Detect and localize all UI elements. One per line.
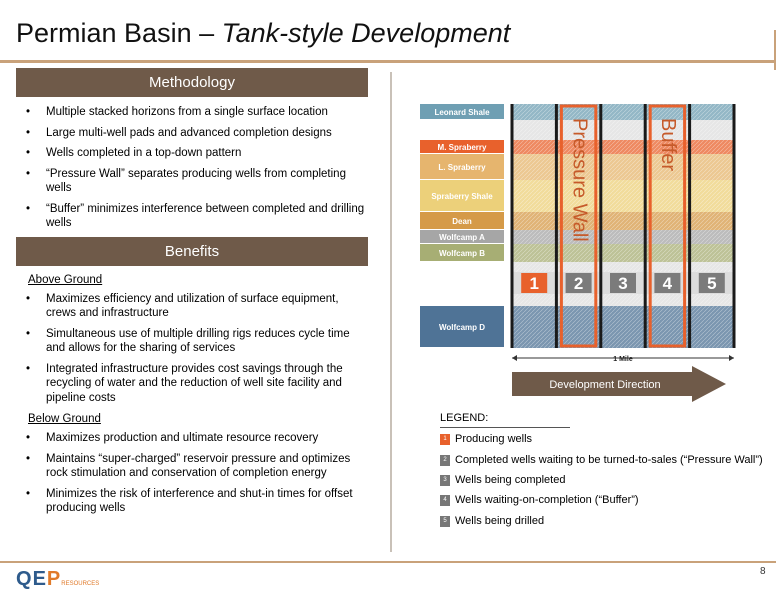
benefits-header: Benefits	[16, 237, 368, 266]
legend-item	[440, 494, 639, 506]
company-logo: QEPRESOURCES	[16, 568, 100, 590]
above-ground-label: Above Ground	[28, 273, 103, 286]
formation-texture	[512, 104, 734, 120]
legend-text: Producing wells	[455, 433, 533, 445]
mile-label: 1 Mile	[613, 356, 633, 363]
layer-label: Leonard Shale	[434, 108, 490, 117]
buffer-label: Buffer	[657, 118, 680, 171]
below-ground-list	[16, 429, 368, 516]
legend-underline	[440, 427, 570, 428]
list-item: • Maximizes production and ultimate resource recovery	[26, 431, 368, 446]
title-main: Permian Basin –	[16, 18, 222, 48]
layer-label: L. Spraberry	[438, 163, 486, 172]
mile-arrow-right	[729, 355, 734, 361]
formation-texture	[512, 230, 734, 244]
formation-texture	[512, 140, 734, 154]
formation-texture	[512, 212, 734, 230]
formation-texture	[512, 294, 734, 306]
legend-item	[440, 454, 763, 466]
legend-item	[440, 515, 544, 527]
legend-text: Wells being drilled	[455, 515, 545, 527]
list-item: • Large multi-well pads and advanced completion designs	[26, 126, 368, 141]
layer-label: M. Spraberry	[437, 143, 487, 152]
layer-label: Wolfcamp A	[439, 233, 485, 242]
legend-swatch: 3	[440, 475, 450, 486]
legend-swatch: 4	[440, 495, 450, 506]
list-item: • Maintains “super-charged” reservoir pressure and optimizes rock stimulation and conservation of completion energy	[26, 452, 368, 481]
left-column	[16, 68, 368, 522]
pressure-wall-label: Pressure Wall	[568, 118, 591, 242]
formation-texture	[512, 244, 734, 262]
title-italic: Tank-style Development	[221, 18, 511, 48]
layer-label: Dean	[452, 217, 472, 226]
list-item: • Multiple stacked horizons from a single surface location	[26, 105, 368, 120]
title-divider	[0, 60, 776, 63]
footer-divider	[0, 561, 776, 563]
layer-label: Wolfcamp D	[438, 323, 486, 332]
layer-label: Wolfcamp B	[438, 249, 486, 258]
formation-texture	[512, 306, 734, 348]
column-divider	[390, 72, 392, 552]
formation-texture	[512, 120, 734, 140]
mile-arrow-left	[512, 355, 517, 361]
well-number: 5	[707, 274, 717, 293]
legend-item	[440, 433, 532, 445]
well-number: 4	[662, 274, 673, 293]
legend-text: Wells waiting-on-completion (“Buffer”)	[455, 494, 639, 506]
below-ground-label: Below Ground	[28, 413, 101, 425]
formation-texture	[512, 262, 734, 272]
well-number: 2	[573, 274, 584, 293]
well-number: 3	[618, 274, 628, 293]
formation-texture	[512, 154, 734, 180]
layer-label: Spraberry Shale	[431, 192, 493, 201]
page-number: 8	[760, 566, 766, 577]
list-item: • Maximizes efficiency and utilization of surface equipment, crews and infrastructure	[26, 292, 368, 321]
development-direction-label: Development Direction	[549, 379, 661, 391]
methodology-list	[16, 97, 368, 231]
list-item: • “Pressure Wall” separates producing wells from completing wells	[26, 167, 368, 196]
legend-swatch: 1	[440, 434, 450, 445]
list-item: • Minimizes the risk of interference and shut-in times for offset producing wells	[26, 487, 368, 516]
legend-item	[440, 474, 565, 486]
page-title	[16, 18, 510, 49]
methodology-header: Methodology	[16, 68, 368, 97]
list-item: • Integrated infrastructure provides cost savings through the recycling of water and the reduction of well site facility and pipeline costs	[26, 362, 368, 406]
well-number: 1	[529, 274, 539, 293]
legend-title: LEGEND:	[440, 412, 489, 424]
above-ground-list	[16, 290, 368, 406]
list-item: • Wells completed in a top-down pattern	[26, 146, 368, 161]
list-item: • Simultaneous use of multiple drilling rigs reduces cycle time and allows for the sharing of services	[26, 327, 368, 356]
legend-swatch: 5	[440, 516, 450, 527]
legend-text: Wells being completed	[455, 474, 566, 486]
tank-development-diagram	[400, 96, 760, 406]
formation-texture	[512, 180, 734, 212]
list-item: • “Buffer” minimizes interference between completed and drilling wells	[26, 202, 368, 231]
legend-swatch: 2	[440, 455, 450, 466]
legend-text: Completed wells waiting to be turned-to-sales (“Pressure Wall”)	[455, 454, 763, 466]
